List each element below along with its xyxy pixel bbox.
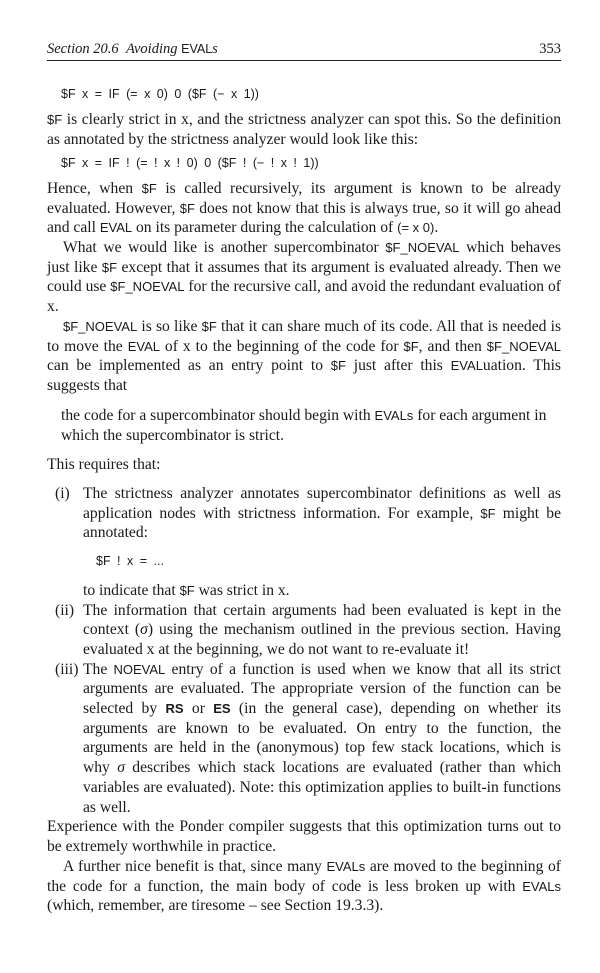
section-title-suffix: s bbox=[212, 41, 218, 57]
code-ref: EVALs bbox=[326, 859, 366, 874]
text-run: just after this bbox=[345, 357, 451, 375]
text-run: describes which stack locations are evaluated (rather than which variables are evaluated). Note: this optimization applies to built-in functions as well. bbox=[83, 759, 561, 816]
text-run: The bbox=[83, 660, 114, 678]
code-ref: $F_NOEVAL bbox=[486, 338, 561, 354]
text-run: is called recursively, its argument is known to be already evaluated. However, bbox=[47, 180, 561, 217]
code-ref: $F bbox=[201, 319, 217, 334]
text-run: is clearly strict in x, and the strictness analyzer can spot this. So the definition as annotated by the strictness analyzer would look like this: bbox=[47, 111, 561, 148]
text-run: entry of a function is used when we know that all its strict arguments are evaluated. The appropriate version of the function can be selected by bbox=[83, 660, 561, 718]
section-title-text: Avoiding bbox=[125, 41, 178, 57]
code-ref: $F_NOEVAL bbox=[385, 240, 460, 255]
text-run: What we would like is another supercombinator bbox=[63, 239, 386, 256]
text-run: for the recursive call, and avoid the redundant evaluation of x. bbox=[47, 278, 561, 316]
paragraph-4 bbox=[47, 317, 561, 396]
text-run: A further nice benefit is that, since many bbox=[63, 858, 327, 875]
code-example-2: $F x = IF ! (= ! x ! 0) 0 ($F ! (− ! x ! 1)) bbox=[61, 156, 319, 170]
text-run: The information that certain arguments had been evaluated is kept in the context ( bbox=[83, 601, 561, 639]
paragraph-2 bbox=[47, 179, 561, 238]
text-run: except that it assumes that its argument is evaluated already. Then we could use bbox=[47, 258, 561, 296]
text-run: Hence, when bbox=[47, 180, 142, 197]
text-run: (which, remember, are tiresome – see Section 19.3.3). bbox=[47, 897, 384, 915]
sigma-symbol: σ bbox=[140, 621, 148, 639]
text-run: , and then bbox=[418, 337, 487, 355]
paragraph-6 bbox=[47, 857, 561, 916]
code-ref: ES bbox=[213, 701, 231, 717]
code-ref: $F bbox=[330, 358, 346, 374]
section-title-eval: EVAL bbox=[181, 42, 213, 56]
text-run: or bbox=[183, 700, 214, 718]
code-ref: $F bbox=[141, 181, 157, 196]
sigma-symbol: σ bbox=[117, 759, 125, 777]
text-run: to indicate that bbox=[83, 581, 180, 599]
requirements-list bbox=[47, 484, 561, 817]
code-ref: (= x 0) bbox=[397, 220, 435, 236]
code-ref: $F bbox=[480, 505, 496, 521]
code-ref: $F bbox=[47, 112, 63, 127]
section-label: Section 20.6 bbox=[47, 41, 119, 57]
code-ref: EVAL bbox=[127, 338, 160, 354]
running-header bbox=[47, 40, 561, 61]
paragraph-3 bbox=[47, 238, 561, 317]
code-ref: EVAL bbox=[99, 220, 133, 236]
list-number: (ii) bbox=[55, 601, 75, 619]
text-run: might be annotated: bbox=[83, 504, 562, 542]
text-run: is so like bbox=[137, 318, 202, 335]
text-run: uation. This suggests that bbox=[47, 357, 561, 395]
requires-text: This requires that: bbox=[47, 456, 161, 473]
text-run: that it can share much of its code. All that is needed is to move the bbox=[47, 318, 562, 355]
code-ref: $F bbox=[179, 582, 195, 598]
code-example-1: $F x = IF (= x 0) 0 ($F (− x 1)) bbox=[61, 87, 259, 101]
code-ref: $F bbox=[101, 259, 118, 275]
paragraph-1 bbox=[47, 110, 561, 149]
text-run: ) using the mechanism outlined in the previous section. Having evaluated x at the beginning, we do not want to re-evaluate it! bbox=[83, 621, 561, 658]
code-ref: $F_NOEVAL bbox=[63, 319, 138, 334]
text-run: Experience with the Ponder compiler suggests that this optimization turns out to be extremely worthwhile in practice. bbox=[47, 818, 561, 855]
list-item-iii bbox=[47, 660, 561, 818]
code-ref: EVAL bbox=[450, 358, 483, 374]
block-quote bbox=[61, 406, 561, 445]
section-title bbox=[47, 40, 218, 60]
paragraph-5 bbox=[47, 817, 561, 856]
code-ref: EVALs bbox=[522, 878, 561, 894]
code-ref: $F_NOEVAL bbox=[110, 279, 185, 295]
text-run: which behaves just like bbox=[47, 239, 561, 276]
text-run: the code for a supercombinator should begin with bbox=[61, 407, 375, 424]
text-run: does not know that this is always true, so it will go ahead and call bbox=[47, 199, 561, 237]
text-run: . bbox=[434, 219, 439, 237]
code-ref: RS bbox=[165, 701, 184, 717]
requires-line bbox=[47, 455, 561, 475]
text-run: for each argument in which the supercombinator is strict. bbox=[61, 407, 547, 444]
text-run: (in the general case), depending on whether its arguments are known to be evaluated. On entry to the function, the arguments are held in the (anonymous) top few stack locations, which is why bbox=[83, 700, 562, 777]
text-run: can be implemented as an entry point to bbox=[47, 357, 331, 375]
text-run: are moved to the beginning of the code for a function, the main body of code is less broken up with bbox=[47, 858, 561, 895]
code-ref: EVALs bbox=[374, 408, 414, 423]
text-run: on its parameter during the calculation of bbox=[132, 219, 398, 237]
list-item-i bbox=[47, 484, 561, 601]
text-run: The strictness analyzer annotates supercombinator definitions as well as application nodes with strictness information. For example, bbox=[83, 485, 561, 522]
code-ref: $F bbox=[403, 338, 419, 354]
list-item-ii bbox=[47, 601, 561, 660]
code-ref: NOEVAL bbox=[113, 661, 166, 677]
page-number: 353 bbox=[539, 41, 561, 57]
code-example-3: $F ! x = ... bbox=[96, 554, 164, 569]
list-number: (i) bbox=[55, 485, 70, 502]
code-ref: $F bbox=[179, 200, 195, 216]
text-run: was strict in x. bbox=[194, 581, 290, 599]
text-run: of x to the beginning of the code for bbox=[159, 337, 404, 355]
list-number: (iii) bbox=[55, 660, 79, 678]
